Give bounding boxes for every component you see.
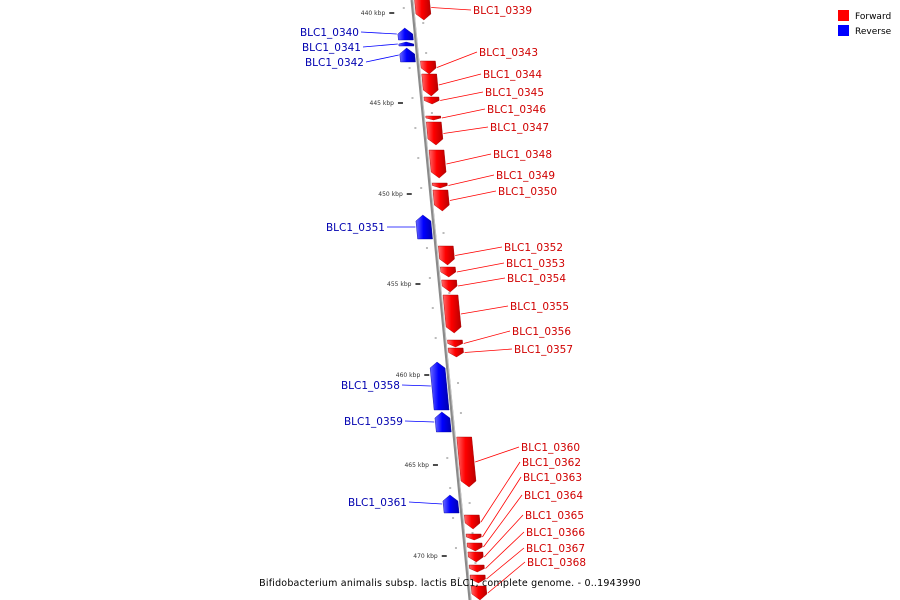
leader-line: [482, 477, 521, 537]
gene-arrow-blc1-0354[interactable]: [442, 280, 458, 292]
gene-arrow-blc1-0346[interactable]: [426, 116, 441, 120]
leader-line: [361, 32, 397, 34]
kbp-label: 450 kbp: [378, 191, 403, 198]
gene-labels: [300, 5, 586, 569]
legend-label-reverse: Reverse: [855, 27, 892, 37]
gene-label-blc1-0339[interactable]: BLC1_0339: [473, 5, 533, 17]
gene-arrow-blc1-0340[interactable]: [398, 28, 414, 40]
leader-line: [443, 127, 488, 134]
gene-label-blc1-0359[interactable]: BLC1_0359: [343, 416, 403, 428]
leader-line: [487, 548, 525, 579]
kbp-label: 445 kbp: [369, 100, 394, 107]
gene-label-blc1-0360[interactable]: BLC1_0360: [521, 442, 581, 454]
gene-arrow-blc1-0365[interactable]: [468, 552, 483, 562]
gene-label-blc1-0362[interactable]: BLC1_0362: [522, 457, 582, 469]
gene-arrow-blc1-0342[interactable]: [400, 48, 416, 62]
gene-label-blc1-0366[interactable]: BLC1_0366: [526, 527, 586, 539]
gene-label-blc1-0367[interactable]: BLC1_0367: [526, 543, 586, 555]
leader-line: [442, 109, 485, 118]
leader-line: [475, 447, 519, 462]
gene-arrow-blc1-0364[interactable]: [467, 543, 482, 551]
gene-label-blc1-0345[interactable]: BLC1_0345: [485, 87, 545, 99]
gene-arrow-blc1-0357[interactable]: [448, 348, 464, 357]
gene-label-blc1-0342[interactable]: BLC1_0342: [304, 57, 364, 69]
gene-label-blc1-0357[interactable]: BLC1_0357: [514, 344, 574, 356]
leader-line: [439, 74, 481, 85]
gene-label-blc1-0356[interactable]: BLC1_0356: [512, 326, 572, 338]
gene-label-blc1-0355[interactable]: BLC1_0355: [510, 301, 570, 313]
gene-label-blc1-0348[interactable]: BLC1_0348: [493, 149, 553, 161]
gene-arrow-blc1-0366[interactable]: [469, 565, 484, 572]
gene-arrow-blc1-0363[interactable]: [466, 534, 481, 540]
leader-line: [486, 532, 525, 569]
gene-arrow-blc1-0353[interactable]: [440, 267, 456, 277]
leader-line: [481, 462, 520, 522]
gene-label-blc1-0361[interactable]: BLC1_0361: [347, 497, 407, 509]
leader-line: [363, 44, 398, 47]
kbp-label: 455 kbp: [387, 281, 412, 288]
kbp-label: 440 kbp: [360, 10, 386, 17]
gene-arrow-blc1-0356[interactable]: [447, 340, 462, 347]
gene-arrow-blc1-0352[interactable]: [438, 246, 454, 265]
gene-arrow-blc1-0339[interactable]: [414, 0, 431, 20]
gene-label-blc1-0352[interactable]: BLC1_0352: [504, 242, 564, 254]
gene-label-blc1-0343[interactable]: BLC1_0343: [479, 47, 539, 59]
legend-swatch-forward: [838, 10, 849, 21]
leader-line: [450, 191, 496, 201]
leader-line: [405, 421, 434, 422]
strand-legend: [838, 10, 892, 37]
gene-label-blc1-0341[interactable]: BLC1_0341: [301, 42, 361, 54]
gene-label-blc1-0351[interactable]: BLC1_0351: [325, 222, 385, 234]
gene-label-blc1-0349[interactable]: BLC1_0349: [496, 170, 556, 182]
leader-line: [431, 8, 471, 11]
leader-line: [402, 385, 431, 386]
leader-line: [457, 263, 504, 272]
gene-arrow-blc1-0347[interactable]: [426, 122, 443, 145]
leader-line: [458, 278, 505, 286]
gene-arrow-blc1-0359[interactable]: [435, 412, 451, 432]
leader-line: [437, 52, 477, 68]
genome-backbone: [412, 0, 471, 600]
leader-line: [465, 349, 512, 353]
gene-arrow-blc1-0361[interactable]: [443, 495, 459, 513]
backbone-highlight: [413, 0, 471, 600]
gene-arrow-blc1-0348[interactable]: [429, 150, 446, 178]
leader-line: [446, 154, 491, 164]
leader-line: [448, 175, 494, 186]
gene-label-blc1-0346[interactable]: BLC1_0346: [487, 104, 547, 116]
gene-arrow-blc1-0350[interactable]: [433, 190, 449, 211]
leader-line: [440, 92, 483, 101]
kbp-label: 460 kbp: [395, 372, 421, 379]
gene-label-blc1-0365[interactable]: BLC1_0365: [525, 510, 585, 522]
gene-label-blc1-0347[interactable]: BLC1_0347: [490, 122, 550, 134]
legend-swatch-reverse: [838, 25, 849, 36]
gene-label-blc1-0368[interactable]: BLC1_0368: [527, 557, 587, 569]
gene-arrow-blc1-0344[interactable]: [422, 74, 439, 96]
gene-label-blc1-0354[interactable]: BLC1_0354: [507, 273, 567, 285]
leader-line: [484, 515, 523, 557]
gene-label-blc1-0363[interactable]: BLC1_0363: [523, 472, 583, 484]
leader-line: [455, 247, 502, 256]
gene-arrow-blc1-0355[interactable]: [443, 295, 461, 333]
gene-arrow-blc1-0351[interactable]: [416, 215, 433, 239]
gene-arrow-blc1-0349[interactable]: [432, 183, 447, 188]
kbp-label: 465 kbp: [404, 462, 429, 469]
gene-label-blc1-0364[interactable]: BLC1_0364: [524, 490, 584, 502]
gene-label-blc1-0344[interactable]: BLC1_0344: [483, 69, 543, 81]
gene-arrow-blc1-0345[interactable]: [424, 97, 439, 104]
gene-label-blc1-0353[interactable]: BLC1_0353: [506, 258, 566, 270]
gene-label-blc1-0350[interactable]: BLC1_0350: [498, 186, 558, 198]
genome-caption: Bifidobacterium animalis subsp. lactis BLC1, complete genome. - 0..1943990: [259, 578, 641, 589]
leader-line: [464, 331, 510, 344]
kbp-label: 470 kbp: [413, 553, 438, 560]
gene-arrow-blc1-0341[interactable]: [399, 42, 414, 46]
leader-line: [461, 306, 508, 314]
leader-line: [366, 55, 399, 62]
gene-arrow-blc1-0343[interactable]: [420, 61, 436, 74]
gene-label-blc1-0340[interactable]: BLC1_0340: [299, 27, 359, 39]
gene-label-blc1-0358[interactable]: BLC1_0358: [340, 380, 400, 392]
leader-line: [409, 502, 442, 504]
legend-label-forward: Forward: [855, 12, 892, 22]
backbone-line: [412, 0, 470, 600]
gene-arrow-blc1-0362[interactable]: [464, 515, 480, 529]
